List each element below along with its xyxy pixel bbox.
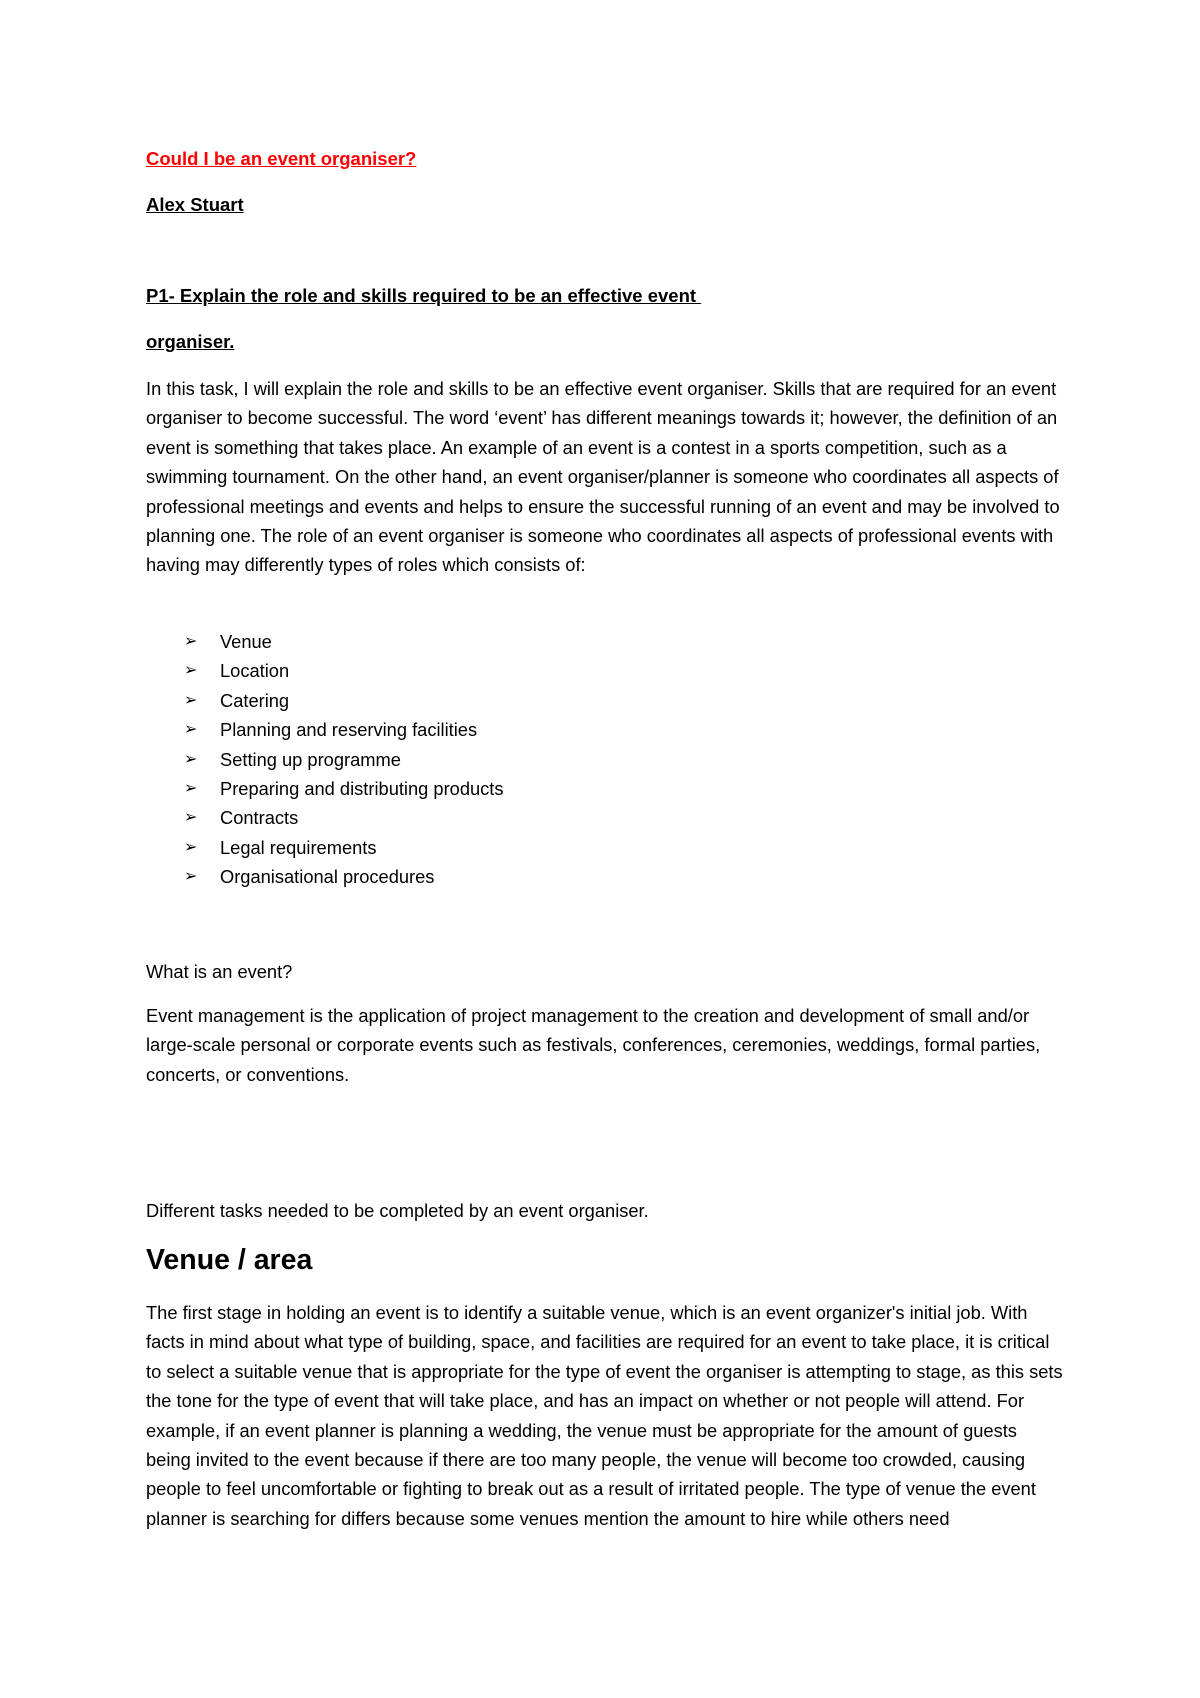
task-heading-line-1: P1- Explain the role and skills required to be an effective event xyxy=(146,285,702,306)
roles-list xyxy=(184,627,504,892)
list-item-label: Catering xyxy=(220,689,290,711)
venue-paragraph: The first stage in holding an event is to identify a suitable venue, which is an event organizer's initial job. With facts in mind about what type of building, space, and facilities are required for an event to take place, it is critical to select a suitable venue that is appropriate for the type of event the organiser is attempting to stage, as this sets the tone for the type of event that will take place, and has an impact on whether or not people will attend. For example, if an event planner is planning a wedding, the venue must be appropriate for the amount of guests being invited to the event because if there are too many people, the venue will become too crowded, causing people to feel uncomfortable or fighting to break out as a result of irritated people. The type of venue the event planner is searching for differs because some venues mention the amount to hire while others need xyxy=(146,1302,1063,1529)
event-management-paragraph: Event management is the application of project management to the creation and development of small and/or large-scale personal or corporate events such as festivals, conferences, ceremonies, weddings, formal parties, concerts, or conventions. xyxy=(146,1005,1041,1085)
arrow-bullet-icon: ➢ xyxy=(184,750,198,768)
list-item-label: Legal requirements xyxy=(220,836,377,858)
arrow-bullet-icon: ➢ xyxy=(184,868,198,886)
author-name: Alex Stuart xyxy=(146,194,244,215)
list-item xyxy=(184,656,504,685)
document-title: Could I be an event organiser? xyxy=(146,148,417,169)
list-item xyxy=(184,745,504,774)
list-item-label: Location xyxy=(220,660,290,682)
arrow-bullet-icon: ➢ xyxy=(184,809,198,827)
list-item xyxy=(184,803,504,832)
list-item-label: Venue xyxy=(220,631,272,652)
list-item xyxy=(184,774,504,803)
arrow-bullet-icon: ➢ xyxy=(184,633,198,650)
list-item-label: Planning and reserving facilities xyxy=(220,719,478,741)
tasks-intro: Different tasks needed to be completed by an event organiser. xyxy=(146,1200,649,1221)
list-item-label: Contracts xyxy=(220,807,299,829)
arrow-bullet-icon: ➢ xyxy=(184,721,198,739)
arrow-bullet-icon: ➢ xyxy=(184,838,198,856)
list-item xyxy=(184,862,504,891)
list-item xyxy=(184,627,504,656)
arrow-bullet-icon: ➢ xyxy=(184,779,198,797)
list-item-label: Preparing and distributing products xyxy=(220,777,504,799)
arrow-bullet-icon: ➢ xyxy=(184,691,198,709)
task-heading-line-2: organiser. xyxy=(146,331,235,352)
section-heading-venue: Venue / area xyxy=(146,1244,313,1276)
list-item xyxy=(184,833,504,862)
document-page xyxy=(146,0,1066,1698)
arrow-bullet-icon: ➢ xyxy=(184,662,198,680)
list-item-label: Setting up programme xyxy=(220,748,401,770)
list-item xyxy=(184,715,504,744)
list-item-label: Organisational procedures xyxy=(220,866,435,888)
intro-paragraph: In this task, I will explain the role and skills to be an effective event organiser. Skills that are required for an event organiser to become successful. The word ‘event’ has different meanings towards it; however, the definition of an event is something that takes place. An example of an event is a contest in a sports competition, such as a swimming tournament. On the other hand, an event organiser/planner is someone who coordinates all aspects of professional meetings and events and helps to ensure the successful running of an event and may be involved to planning one. The role of an event organiser is someone who coordinates all aspects of professional events with having may differently types of roles which consists of: xyxy=(146,378,1060,576)
question-text: What is an event? xyxy=(146,961,293,982)
list-item xyxy=(184,686,504,715)
